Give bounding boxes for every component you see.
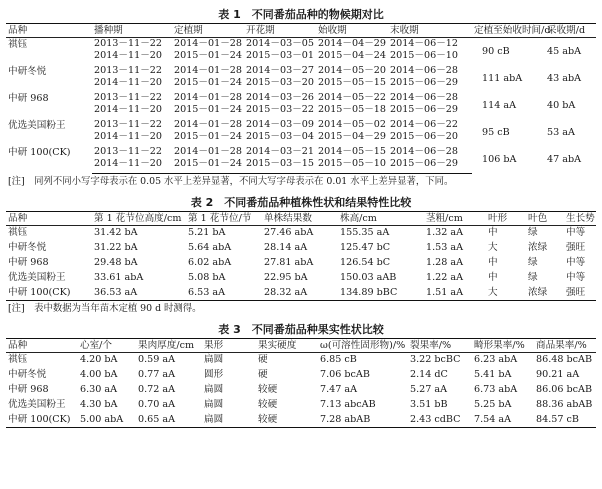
table2-cell: 28.14 aA [264,242,308,254]
table1-variety-cell: 优选美国粉王 [8,119,66,131]
table1-variety-cell: 中研冬悦 [8,65,47,77]
table1-date-cell: 2015－05－10 [316,158,388,174]
table1-date-cell: 2014－11－20 [94,76,163,88]
table1-variety-cell: 中研 968 [8,92,49,104]
table3-cell: 中研 100(CK) [6,412,78,427]
table2-header: 单株结果数 [262,211,338,225]
table1-date-cell: 2015－06－10 [390,49,459,61]
table2-cell: 中研 100(CK) [6,285,92,300]
table1-date-cell: 2014－06－12 [390,38,459,50]
table3-cell: 3.51 bB [410,399,448,411]
table2-row [6,285,596,300]
table2-cell: 强旺 [564,285,596,300]
table3-cell: 4.00 bA [80,369,118,381]
table1-date-cell: 2015－06－29 [388,158,472,174]
table1-date-cell: 2014－03－26 [246,92,315,104]
table2-header: 生长势 [566,212,595,224]
table1-header: 定植期 [172,24,244,38]
table1-date-cell: 2014－06－28 [390,65,459,77]
table2-header-row [6,211,596,225]
table2-cell: 1.22 aA [426,272,464,284]
table1-header: 采收期/d [545,24,596,38]
table2-header: 品种 [6,211,92,225]
table3-cell: 4.30 bA [80,399,118,411]
table2-cell: 155.35 aA [340,227,390,239]
table3-cell: 扁圆 [202,412,256,427]
table1-value-cell: 90 cB [482,45,510,57]
table1-date-cell: 2014－01－28 [174,92,243,104]
table1-row [6,146,596,158]
table3-cell: 86.48 bcAB [536,354,593,366]
table3-cell: 2.43 cdBC [408,412,472,427]
table2-cell: 5.08 bA [188,272,226,284]
table2-cell: 祺钰 [8,227,28,239]
table2-cell: 中研冬悦 [8,242,47,254]
table3-header: 心室/个 [78,338,136,352]
table1-header-row [6,24,596,38]
table2-cell: 1.51 aA [424,285,486,300]
table3-caption: 表 3 不同番茄品种果实性状比较 [218,322,384,336]
table3-row [6,397,596,412]
table1-date-cell: 2014－01－28 [174,38,243,50]
table1-header: 定植至始收时间/d [474,25,551,36]
table1-date-cell: 2014－03－21 [246,146,315,158]
table1-date-cell: 2015－04－29 [318,130,387,142]
table2-cell: 33.61 abA [94,272,144,284]
table2-cell: 中 [488,257,498,269]
table1-date-cell: 2014－05－15 [318,146,387,158]
table1-value-cell: 95 cB [482,126,510,138]
table1-value-cell: 53 aA [547,126,575,138]
table1-date-cell: 2014－03－09 [246,119,315,131]
table2-cell: 5.21 bA [188,227,226,239]
table1-value-cell: 45 abA [547,45,582,57]
table3-cell: 扁圆 [204,384,224,396]
table2-cell: 中等 [566,257,586,269]
table3-header: 品种 [6,338,78,352]
table3-cell: 祺钰 [8,354,28,366]
table2-cell: 浓绿 [528,242,548,254]
table1-date-cell: 2014－01－28 [174,65,243,77]
table1-date-cell: 2014－03－27 [246,65,315,77]
table3-cell: 88.36 abAB [536,399,593,411]
table2-header: 第 1 花节位/节 [186,211,262,225]
table3-cell: 90.21 aA [536,369,580,381]
table1-date-cell: 2015－05－15 [318,76,387,88]
table3-cell: 中研冬悦 [8,369,47,381]
table1-variety-cell: 中研 100(CK) [8,146,71,158]
table1-value-cell: 47 abA [547,153,582,165]
table1-date-cell: 2015－01－24 [174,49,243,61]
table1-date-cell: 2013－11－22 [94,38,163,50]
table3-cell: 7.28 abAB [318,412,408,427]
table1-header: 始收期 [316,24,388,38]
table2-row [6,240,596,255]
table1-header: 开花期 [244,24,316,38]
table3-cell: 86.06 bcAB [536,384,593,396]
table3-cell: 较硬 [258,399,278,411]
table1-date-cell: 2015－01－24 [174,103,243,115]
table3-cell: 7.47 aA [320,384,358,396]
table3-header: ω(可溶性固形物)/% [318,338,408,352]
table1-date-cell: 2015－03－20 [246,76,315,88]
table2-header: 株高/cm [338,211,424,225]
table1-phenology [6,23,596,174]
table3-cell: 0.65 aA [136,412,202,427]
table2-cell: 28.32 aA [262,285,338,300]
table3-cell: 6.73 abA [474,384,518,396]
table2-cell: 6.53 aA [186,285,262,300]
table1-date-cell: 2015－03－01 [246,49,315,61]
table2-cell: 125.47 bC [340,242,391,254]
table2-cell: 浓绿 [526,285,564,300]
table1-row [6,92,596,104]
table3-cell: 4.20 bA [80,354,118,366]
table2-cell: 中研 968 [8,257,49,269]
table3-row [6,382,596,397]
table1-date-cell: 2014－05－22 [318,92,387,104]
table2-cell: 31.42 bA [94,227,138,239]
table3-cell: 0.72 aA [138,384,176,396]
table2-caption: 表 2 不同番茄品种植株性状和结果特性比较 [190,195,412,209]
table2-cell: 27.81 abA [264,257,314,269]
table3-cell: 0.59 aA [138,354,176,366]
table2-cell: 大 [486,285,526,300]
table1-date-cell: 2015－06－29 [390,76,459,88]
table3-cell: 圆形 [204,369,224,381]
table2-cell: 5.64 abA [188,242,232,254]
table3-cell: 中研 968 [8,384,49,396]
table1-date-cell: 2015－01－24 [174,130,243,142]
table1-date-cell: 2013－11－22 [94,65,163,77]
table1-value-cell: 43 abA [547,72,582,84]
table2-cell: 中等 [566,272,586,284]
table1-date-cell: 2013－11－22 [94,92,163,104]
table2-plant-traits [6,211,596,301]
table3-cell: 5.00 abA [78,412,136,427]
table2-cell: 1.32 aA [426,227,464,239]
table1-date-cell: 2013－11－22 [94,146,163,158]
table1-date-cell: 2013－11－22 [94,119,163,131]
table2-note: [注] 表中数据为当年苗木定植 90 d 时测得。 [8,302,202,314]
table3-cell: 6.30 aA [80,384,118,396]
table2-cell: 绿 [528,227,538,239]
table1-date-cell: 2014－06－22 [390,119,459,131]
table3-header-row [6,338,596,352]
table2-cell: 中 [488,272,498,284]
table1-date-cell: 2014－05－02 [318,119,387,131]
table1-date-cell: 2014－06－28 [390,92,459,104]
table3-cell: 5.25 bA [474,399,512,411]
table3-cell: 3.22 bcBC [410,354,461,366]
table1-caption: 表 1 不同番茄品种的物候期对比 [218,8,384,21]
table3-cell: 扁圆 [204,399,224,411]
table3-cell: 7.06 bcAB [320,369,370,381]
table2-cell: 强旺 [566,242,586,254]
table1-date-cell: 2015－05－18 [318,103,387,115]
table2-cell: 优选美国粉王 [8,272,66,284]
table3-cell: 硬 [258,354,268,366]
table3-cell: 0.77 aA [138,369,176,381]
table3-cell: 扁圆 [204,354,224,366]
table1-row [6,119,596,131]
table3-cell: 优选美国粉王 [8,399,66,411]
table1-date-cell: 2014－01－28 [174,146,243,158]
table2-cell: 29.48 bA [94,257,138,269]
table2-cell: 36.53 aA [92,285,186,300]
table1-date-cell: 2014－11－20 [94,103,163,115]
table2-cell: 22.95 bA [264,272,308,284]
table2-cell: 134.89 bBC [338,285,424,300]
table3-cell: 7.54 aA [472,412,534,427]
table2-cell: 27.46 abA [264,227,314,239]
table2-cell: 中等 [566,227,586,239]
table3-cell: 5.27 aA [410,384,448,396]
table3-cell: 6.85 cB [320,354,357,366]
table1-date-cell: 2015－03－22 [246,103,315,115]
table2-cell: 31.22 bA [94,242,138,254]
table3-row [6,412,596,427]
table2-cell: 126.54 bC [340,257,391,269]
table3-header: 果实硬度 [256,338,318,352]
table2-cell: 绿 [528,272,538,284]
table2-row [6,225,596,240]
table3-header: 商品果率/% [534,338,596,352]
table1-value-cell: 114 aA [482,99,517,111]
table2-header: 第 1 花节位高度/cm [92,211,186,225]
table3-cell: 0.70 aA [138,399,176,411]
table1-date-cell: 2015－06－20 [390,130,459,142]
table1-date-cell: 2014－06－28 [390,146,459,158]
table1-value-cell: 106 bA [482,153,517,165]
table1-date-cell: 2015－01－24 [172,158,244,174]
table3-cell: 较硬 [258,384,278,396]
table2-row [6,255,596,270]
table1-date-cell: 2015－03－04 [246,130,315,142]
table1-date-cell: 2015－03－15 [244,158,316,174]
table3-cell: 5.41 bA [474,369,512,381]
table2-row [6,270,596,285]
table3-row [6,367,596,382]
table2-cell: 中 [488,227,498,239]
table1-date-cell: 2014－03－05 [246,38,315,50]
table1-header: 末收期 [388,24,472,38]
table1-row [6,65,596,77]
table1-date-cell: 2014－11－20 [94,49,163,61]
table3-cell: 84.57 cB [534,412,596,427]
table2-header: 叶色 [526,211,564,225]
table1-date-cell: 2014－04－29 [318,38,387,50]
table1-date-cell: 2014－01－28 [174,119,243,131]
table1-header: 播种期 [92,24,172,38]
table2-cell: 1.53 aA [426,242,464,254]
table3-cell: 2.14 dC [410,369,448,381]
table1-row [6,38,596,50]
table1-date-cell: 2014－11－20 [94,130,163,142]
table3-cell: 7.13 abcAB [320,399,376,411]
table3-cell: 6.23 abA [474,354,518,366]
table3-header: 畸形果率/% [472,338,534,352]
table2-cell: 150.03 aAB [340,272,397,284]
table1-date-cell: 2015－04－24 [318,49,387,61]
table3-header: 果形 [202,338,256,352]
table1-note: [注] 同列不同小写字母表示在 0.05 水平上差异显著，不同大写字母表示在 0.01 水平上差异显著，下同。 [8,175,454,187]
table1-value-cell: 111 abA [482,72,523,84]
table1-variety-cell: 祺钰 [8,39,28,51]
table3-header: 果肉厚度/cm [136,338,202,352]
table2-header: 茎粗/cm [424,211,486,225]
table2-header: 叶形 [486,211,526,225]
table3-cell: 硬 [258,369,268,381]
table3-row [6,352,596,367]
table1-date-cell: 2014－05－20 [318,65,387,77]
table3-cell: 较硬 [256,412,318,427]
table1-date-cell: 2015－06－29 [390,103,459,115]
table1-header: 品种 [6,24,92,38]
table2-cell: 大 [488,242,498,254]
table2-cell: 6.02 abA [188,257,232,269]
table3-fruit-traits [6,338,596,428]
table3-header: 裂果率/% [408,338,472,352]
table2-cell: 1.28 aA [426,257,464,269]
table2-cell: 绿 [528,257,538,269]
table1-date-cell: 2014－11－20 [92,158,172,174]
table1-value-cell: 40 bA [547,99,576,111]
table1-date-cell: 2015－01－24 [174,76,243,88]
